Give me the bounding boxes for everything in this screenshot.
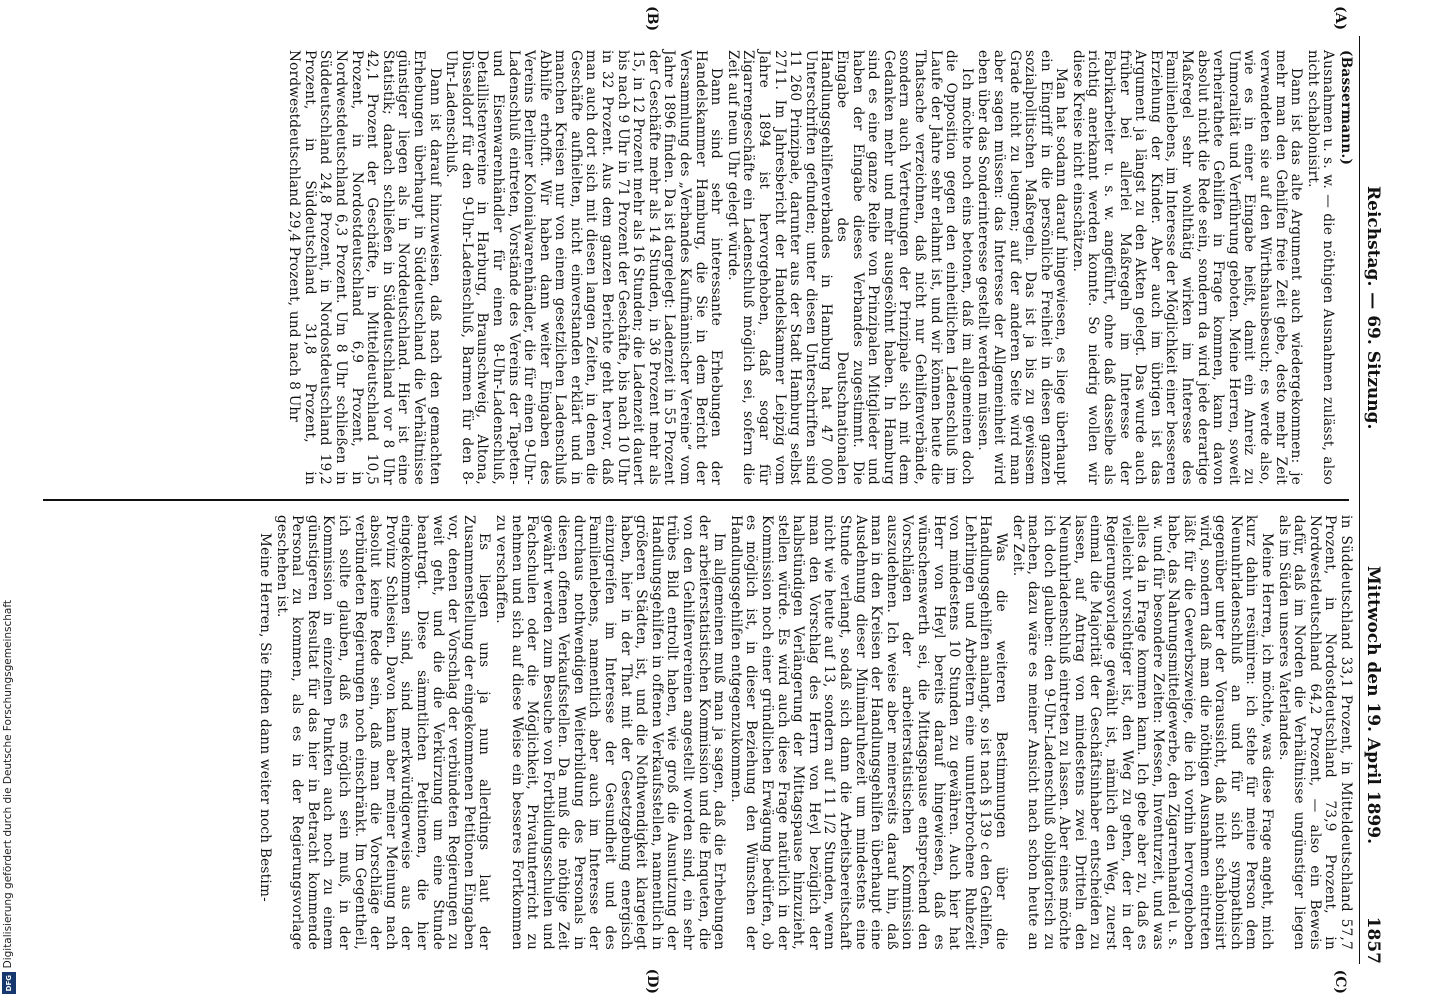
header-date: Mittwoch den 19. April 1899. xyxy=(1363,565,1383,844)
paragraph: Im allgemeinen muß man ja sagen, daß die Erhebungen der arbeiterstatistischen Kommission und die Enqueten, die von den Gehilfenvereinen angestellt worden sind, ein sehr trübes Bild entrollt haben, wie groß die Ausnutzung der Handlungsgehilfen in offenen Verkaufsstellen, namentlich in größeren Städten, ist, und die Nothwendigkeit klargelegt haben, hier in der That mit der Gesetzgebung energisch einzugreifen im Interesse der Gesundheit und des Familienlebens, namentlich aber auch im Interesse der durchaus nothwendigen Weiterbildung des Personals in diesen offenen Verkaufsstellen. Da muß die nöthige Zeit gewährt werden zum Besuche von Fortbildungsschulen und Fachschulen oder die Möglichkeit, Privatunterricht zu nehmen und sich auf diese Weise ein besseres Fortkommen zu verschaffen. xyxy=(492,515,728,950)
paragraph: Es liegen uns ja nun allerdings laut der Zusammenstellung der eingekommenen Petitionen Eingaben vor, denen der Vorschlag der verbündeten Regierungen zu weit geht, und die die Verkürzung um eine Stunde beantragt. Diese sämmtlichen Petitionen, die hier eingekommen sind, sind merkwürdigerweise aus der Provinz Schlesien. Davon kann aber meiner Meinung nach absolut keine Rede sein, daß man die Vorschläge der verbündeten Regierungen noch einschränkt. Im Gegentheil, ich sollte glauben, daß es möglich sein muß, in der Kommission in einzelnen Punkten auch noch zu einem günstigeren Resultat für das hier in Betracht kommende Personal zu kommen, als es in der Regierungsvorlage geschehen ist. xyxy=(273,515,493,950)
dfg-logo: DFG xyxy=(2,972,16,994)
paragraph: Dann sind sehr interessante Erhebungen der Handelskammer Hamburg, die Sie in dem Bericht der Versammlung des „Verbandes Kaufmännischer Vereine“ vom Jahre 1896 finden. Da ist dargelegt: Ladenzeit in 55 Prozent der Geschäfte mehr als 14 Stunden, in 36 Prozent mehr als 15, in 12 Prozent mehr als 16 Stunden; die Ladenzeit dauert bis nach 9 Uhr in 71 Prozent der Geschäfte, bis nach 10 Uhr in 32 Prozent. Aus dem ganzen Berichte geht hervor, daß man auch dort sich mit diesen langen Zeiten, in denen die Geschäfte aufhielten, nicht einverstanden erklärt und in manchen Kreisen nur von einem gesetzlichen Ladenschluß Abhilfe erhofft. Wir haben dann weiter Eingaben des Vereins Berliner Kolonialwarenhändler, die für einen 9-Uhr-Ladenschluß eintreten, Vorstände des Vereins der Tapeten- und Eisenwarenhändler für einen 8-Uhr-Ladenschluß, Detaillistenvereine in Harburg, Braunschweig, Altona, Düsseldorf für den 9-Uhr-Ladenschluß, Barmen für den 8-Uhr-Ladenschluß. xyxy=(443,50,725,485)
text-columns xyxy=(43,36,1353,964)
paragraph: in Süddeutschland 33,1 Prozent, in Mitteldeutschland 57,7 Prozent, in Nordostdeutschland 73,9 Prozent, in Nordwestdeutschland 64,2 Prozent, — also ein Beweis dafür, daß im Norden die Verhältnisse ungünstiger liegen als im Süden unseres Vaterlandes. xyxy=(1275,515,1354,950)
paragraph: Ausnahmen u. s. w. — die nöthigen Ausnahmen zulässt, also nicht schablonisirt. xyxy=(1304,50,1337,485)
left-column xyxy=(43,36,1353,499)
running-header xyxy=(1359,36,1386,964)
paragraph: Dann ist das alte Argument auch wiedergekommen: je mehr man den Gehilfen freie Zeit gebe, desto mehr Zeit verwendeten sie auf den Wirthshausbesuch; es werde also, wie es in einer Eingabe heißt, damit ein Anreiz zu Unmoralität und Verführung geboten. Meine Herren, soweit verheirathete Gehilfen in Frage kommen, kann davon absolut nicht die Rede sein, sondern da wird jede derartige Maßregel sehr wohlthätig wirken im Interesse des Familienlebens, im Interesse der Möglichkeit einer besseren Erziehung der Kinder. Aber auch im übrigen ist das Argument ja längst zu den Akten gelegt. Das wurde auch früher bei allerlei Maßregeln im Interesse der Fabrikarbeiter u. s. w. angeführt, ohne daß dasselbe als richtig anerkannt werden konnte. So niedrig wollen wir diese Kreise nicht einschätzen. xyxy=(1069,50,1305,485)
right-column xyxy=(43,501,1353,964)
page-number: 1857 xyxy=(1363,916,1383,964)
paragraph: Meine Herren, Sie finden dann weiter noch Bestim- xyxy=(257,533,274,902)
header-title: Reichstag. — 69. Sitzung. xyxy=(1363,186,1383,430)
margin-marker-d: (D) xyxy=(644,968,660,994)
digitization-note: Digitalisierung gefördert durch die Deutsche Forschungsgemeinschaft xyxy=(2,600,14,969)
paragraph: Was die weiteren Bestimmungen über die Handlungsgehilfen anlangt, so ist nach § 139 c den Gehilfen, Lehrlingen und Arbeitern eine ununterbrochene Ruhezeit von mindestens 10 Stunden zu gewähren. Auch hier hat Herr von Heyl bereits darauf hingewiesen, daß es wünschenswerth sei, die Mittagspause entsprechend den Vorschlägen der arbeiterstatistischen Kommission auszudehnen. Ich weise aber meinerseits darauf hin, daß man in den Kreisen der Handlungsgehilfen überhaupt eine Ausdehnung dieser Minimalruhezeit um mindestens eine Stunde verlangt, sodaß sich dann die Arbeitsbereitschaft nicht wie heute auf 13, sondern auf 11 1/2 Stunden, wenn man den Vorschlag des Herrn von Heyl bezüglich der halbstündigen Verlängerung der Mittagspause hinzuzieht, stellen würde. Es wird auch diese Frage natürlich in der Kommission noch einer gründlichen Erwägung bedürfen, ob es möglich ist, in dieser Beziehung den Wünschen der Handlungsgehilfen entgegenzukommen. xyxy=(727,515,1009,950)
speaker-name: (Bassermann.) xyxy=(1338,50,1354,166)
paragraph: Man hat sodann darauf hingewiesen, es liege überhaupt ein Eingriff in die persönliche Freiheit in diesen ganzen sozialpolitischen Maßregeln. Das ist ja bis zu gewissem Grade nicht zu leugnen; auf der anderen Seite wird man aber sagen müssen: das Interesse der Allgemeinheit wird eben über das Sonderinteresse gestellt werden müssen. xyxy=(975,50,1070,485)
rotated-page xyxy=(10,6,1390,994)
paragraph: Meine Herren, ich möchte, was diese Frage angeht, mich kurz dahin resümiren: ich stehe für meine Person dem Neunuhrladenschluß an und für sich sympathisch gegenüber unter der Voraussicht, daß nicht schablonisirt wird, sondern daß man die nöthigen Ausnahmen eintreten läßt für die Gewerbszweige, die ich vorhin hervorgehoben habe, das Nahrungsmittelgewerbe, den Zigarrenhandel u. s. w. und für besondere Zeiten: Messen, Inventurzeit, und was alles da in Frage kommen kann. Ich gebe aber zu, daß es vielleicht vorsichtiger ist, den Weg zu gehen, der in der Regierungsvorlage gewählt ist, nämlich den Weg, zuerst einmal die Majorität der Geschäftsinhaber entscheiden zu lassen, auf Antrag von mindestens zwei Dritteln den Neunuhrladenschluß eintreten zu lassen. Aber eines möchte ich doch glauben: den 9-Uhr-Ladenschluß obligatorisch zu machen, dazu wäre es meiner Ansicht nach schon heute an der Zeit. xyxy=(1009,515,1276,950)
paragraph: Ich möchte noch eins betonen, daß im allgemeinen doch die Opposition gegen den einheitlichen Ladenschluß im Laufe der Jahre sehr erlahmt ist, und wir können heute die Thatsache verzeichnen, daß nicht nur Gehilfenverbände, sondern auch Vertretungen der Prinzipale sich mit dem Gedanken mehr und mehr ausgesöhnt haben. In Hamburg sind es eine ganze Reihe von Prinzipalen Mitglieder und haben der Eingabe dieses Verbandes zugestimmt. Die Eingabe des Deutschnationalen Handlungsgehilfenverbandes in Hamburg hat 47 000 Unterschriften gefunden; unter diesen Unterschriften sind 11 260 Prinzipale, darunter aus der Stadt Hamburg selbst 2711. Im Jahresbericht der Handelskammer Leipzig vom Jahre 1894 ist hervorgehoben, daß sogar für Zigarrengeschäfte ein Ladenschluß möglich sei, sofern die Zeit auf neun Uhr gelegt würde. xyxy=(724,50,975,485)
margin-marker-c: (C) xyxy=(1332,969,1348,994)
margin-marker-b: (B) xyxy=(644,6,660,32)
margin-marker-a: (A) xyxy=(1332,6,1348,31)
paragraph: Dann ist darauf hinzuweisen, daß nach den gemachten Erhebungen überhaupt in Süddeutschland die Verhältnisse günstiger liegen als in Norddeutschland. Hier ist eine Statistik; danach schließen in Süddeutschland vor 8 Uhr 42,1 Prozent der Geschäfte, in Mitteldeutschland 10,5 Prozent, in Nordostdeutschland 6,9 Prozent, in Nordwestdeutschland 6,3 Prozent. Um 8 Uhr schließen in Süddeutschland 24,8 Prozent, in Nordostdeutschland 19,2 Prozent, in Süddeutschland 31,8 Prozent, in Nordwestdeutschland 29,4 Prozent, und nach 8 Uhr xyxy=(286,50,443,485)
